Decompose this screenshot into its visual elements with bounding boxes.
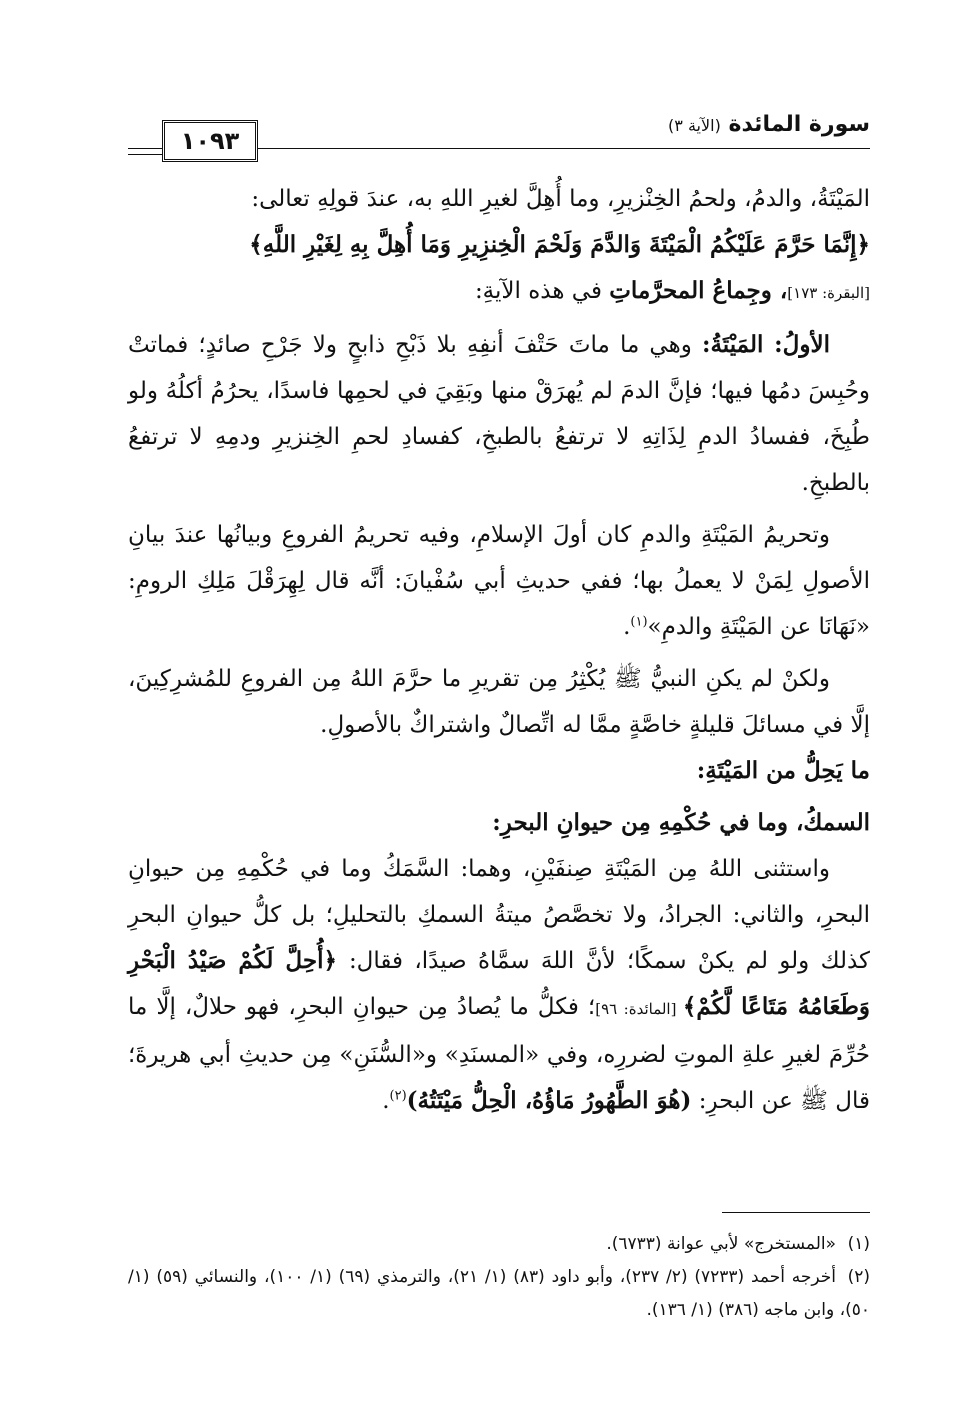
- surah-title: [668, 112, 870, 137]
- first-heading: الأولُ: المَيْتَةُ:: [701, 331, 830, 358]
- footnote-number: (١): [847, 1234, 870, 1254]
- quran-verse-baqarah: ﴿إِنَّمَا حَرَّمَ عَلَيْكُمُ الْمَيْتَةَ وَالدَّمَ وَلَحْمَ الْخِنزِيرِ وَمَا أُهِلَّ بِهِ لِغَيْرِ اللَّهِ﴾: [249, 231, 870, 258]
- verse-ref-baqarah: [البقرة: ١٧٣]: [787, 284, 870, 302]
- page-header: [128, 110, 870, 160]
- verse-ref-maidah: [المائدة: ٩٦]: [595, 1000, 683, 1018]
- main-text: [128, 176, 870, 1124]
- fish-text-rest: ؛ فكلُّ ما يُصادُ مِن حيوانِ البحرِ، فهو حلالٌ، إلَّا ما حُرِّمَ لغيرِ علةِ الموتِ لضررِه، وفي «المسنَدِ» و«السُّنَنِ» مِن حديثِ أبي هريرةَ؛ قال ﷺ عن البحرِ:: [128, 994, 870, 1114]
- footnote-text: «المستخرج» لأبي عوانة (٦٧٣٣).: [606, 1234, 836, 1254]
- paragraph-prohibition-history: [128, 512, 870, 650]
- page-number-text: ١٠٩٣: [180, 127, 240, 155]
- first-text: وهي ما ماتَ حَتْفَ أنفِهِ بلا ذَبْحِ ذابحٍ ولا جَرْحِ صائدٍ؛ فماتتْ وحُبِسَ دمُها فيها؛ فإنَّ الدمَ لم يُهرَقْ منها وبَقِيَ في لحمِها فاسدًا، يحرُمُ أكلُهُ ولو طُبِخَ، ففسادُ الدمِ لِذَاتِهِ لا ترتفعُ بالطبخِ، كفسادِ لحمِ الخِنزيرِ ودمِهِ لا ترتفعُ بالطبخِ.: [128, 332, 870, 496]
- history-end: .: [623, 614, 631, 640]
- footnote-number: (٢): [847, 1267, 871, 1287]
- footnote-text: أخرجه أحمد (٧٢٣٣) (٢/ ٢٣٧)، وأبو داود (٨٣) (١/ ٢١)، والترمذي (٦٩) (١/ ١٠٠)، والنسائي (٥٩) (١/ ٥٠)، وابن ماجه (٣٨٦) (١/ ١٣٦).: [128, 1267, 870, 1320]
- footnote-marker-2: (٢): [389, 1088, 407, 1104]
- page-number: [162, 120, 258, 162]
- ayah-reference: (الآية ٣): [668, 116, 721, 135]
- footnote-marker-1: (١): [630, 614, 648, 630]
- paragraph-fish-exception: [128, 846, 870, 1124]
- paragraph-first-carrion: [128, 322, 870, 506]
- hadith-quote: (هُوَ الطَّهُورُ مَاؤُهُ، الْحِلُّ مَيْتَتُهُ): [406, 1087, 692, 1114]
- footnotes: [128, 1228, 870, 1327]
- footnote-item: [128, 1261, 870, 1327]
- header-rule-left: [128, 154, 162, 155]
- paragraph-prophet-practice: ولكنْ لم يكنِ النبيُّ ﷺ يُكْثِرُ مِن تقريرِ ما حرَّمَ اللهُ مِن الفروعِ للمُشرِكِينَ، إلَّا في مسائلَ قليلةٍ خاصَّةٍ ممَّا له اتِّصالٌ واشتراكٌ بالأصولِ.: [128, 666, 870, 738]
- fish-end: .: [382, 1088, 390, 1114]
- surah-name: سورة المائدة: [728, 112, 870, 137]
- intro-line: المَيْتَةُ، والدمُ، ولحمُ الخِنْزيرِ، وما أُهِلَّ لغيرِ اللهِ به، عندَ قولِهِ تعالى:: [251, 186, 870, 212]
- prohibitions-summary-rest: في هذه الآيةِ:: [474, 278, 610, 304]
- footnote-separator: [722, 1212, 870, 1213]
- section-heading-sea-creatures: السمكُ، وما في حُكْمِهِ مِن حيوانِ البحرِ:: [492, 809, 870, 836]
- footnote-item: [128, 1228, 870, 1261]
- prohibitions-summary: ، وجِماعُ المحرَّماتِ: [609, 277, 788, 304]
- history-text: وتحريمُ المَيْتَةِ والدمِ كان أولَ الإسلامِ، وفيه تحريمُ الفروعِ وبيانُها عندَ بيانِ الأصولِ لِمَنْ لا يعملُ بها؛ ففي حديثِ أبي سُفْيانَ: أنَّه قال لِهِرَقْلَ مَلِكِ الرومِ: «نَهَانَا عن المَيْتَةِ والدمِ»: [128, 522, 870, 640]
- verse-reference-line: [128, 268, 870, 316]
- fish-text: واستثنى اللهُ مِن المَيْتَةِ صِنفَيْنِ، وهما: السَّمَكُ وما في حُكْمِهِ مِن حيوانِ البحرِ، والثاني: الجرادُ، ولا تخصَّصُ ميتةُ السمكِ بالتحليلِ؛ بل كلُّ حيوانِ البحرِ كذلك ولو لم يكنْ سمكًا؛ لأنَّ اللهَ سمَّاهُ صيدًا، فقال:: [128, 856, 871, 974]
- section-heading-permitted-carrion: ما يَحِلُّ من المَيْتَةِ:: [696, 757, 870, 784]
- quran-verse-maidah: ﴿أُحِلَّ لَكُمْ صَيْدُ الْبَحْرِ وَطَعَامُهُ مَتَاعًا لَّكُمْ﴾: [128, 947, 870, 1020]
